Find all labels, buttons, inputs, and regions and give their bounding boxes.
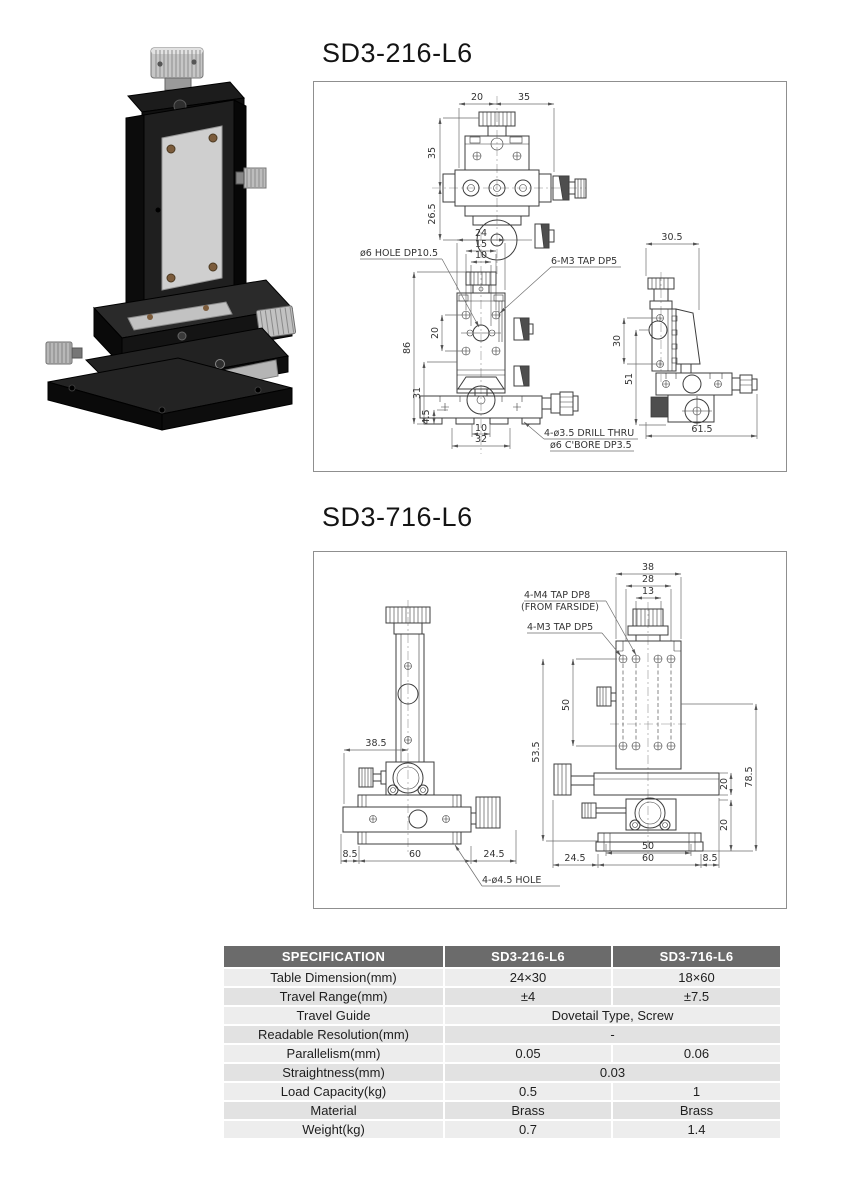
table-row	[224, 1007, 780, 1024]
callout-m4-note: (FROM FARSIDE)	[521, 602, 600, 613]
dim-label: 30.5	[661, 232, 683, 243]
table-row	[224, 1064, 780, 1081]
table-row	[224, 1083, 780, 1100]
drawing-box-sd3-716	[313, 551, 787, 909]
drawing-sd3-216	[314, 82, 784, 469]
dim-label: 10	[474, 423, 488, 434]
table-row	[224, 1121, 780, 1138]
front-view-716	[521, 562, 756, 868]
table-row	[224, 1102, 780, 1119]
dim-label: 20	[719, 818, 730, 832]
spec-row-label: Straightness(mm)	[224, 1064, 443, 1081]
spec-row-label: Travel Range(mm)	[224, 988, 443, 1005]
callout-tap: 6-M3 TAP DP5	[551, 256, 618, 267]
dim-label: 20	[470, 92, 484, 103]
spec-cell: Brass	[445, 1102, 611, 1119]
dim-label: 32	[474, 434, 488, 445]
dim-label: 35	[517, 92, 531, 103]
dim-label: 31	[412, 386, 423, 400]
callout-hole: 4-ø4.5 HOLE	[482, 875, 542, 886]
spec-cell: 18×60	[613, 969, 780, 986]
dim-label: 51	[624, 372, 635, 386]
callout-drill-2: ø6 C'BORE DP3.5	[550, 440, 632, 451]
dim-label: 8.5	[342, 849, 358, 860]
callout-hole: ø6 HOLE DP10.5	[360, 248, 439, 259]
top-view	[427, 92, 586, 274]
spec-cell: Brass	[613, 1102, 780, 1119]
dim-label: 50	[641, 841, 655, 852]
callout-m3: 4-M3 TAP DP5	[527, 622, 594, 633]
spec-cell: Dovetail Type, Screw	[445, 1007, 780, 1024]
dim-label: 24	[474, 228, 488, 239]
spec-row-label: Parallelism(mm)	[224, 1045, 443, 1062]
dim-label: 28	[641, 574, 655, 585]
spec-row-label: Table Dimension(mm)	[224, 969, 443, 986]
spec-row-label: Weight(kg)	[224, 1121, 443, 1138]
dim-label: 30	[612, 334, 623, 348]
product-title-sd3-716: SD3-716-L6	[322, 502, 473, 532]
table-row	[224, 1026, 780, 1043]
spec-cell: 1.4	[613, 1121, 780, 1138]
dim-label: 38.5	[365, 738, 387, 749]
front-view	[360, 228, 638, 454]
spec-row-label: Travel Guide	[224, 1007, 443, 1024]
left-side-view	[341, 600, 560, 886]
dim-label: 53.5	[531, 741, 542, 763]
spec-header-model-1: SD3-216-L6	[445, 946, 611, 967]
spec-cell: 24×30	[445, 969, 611, 986]
spec-header-row	[224, 946, 780, 967]
table-row	[224, 1045, 780, 1062]
spec-cell: 0.05	[445, 1045, 611, 1062]
dim-label: 60	[641, 853, 655, 864]
dim-label: 24.5	[564, 853, 586, 864]
spec-cell: ±7.5	[613, 988, 780, 1005]
dim-label: 10	[474, 250, 488, 261]
spec-row-label: Readable Resolution(mm)	[224, 1026, 443, 1043]
spec-cell: ±4	[445, 988, 611, 1005]
callout-m4: 4-M4 TAP DP8	[524, 590, 591, 601]
side-view	[612, 232, 757, 439]
dim-label: 8.5	[702, 853, 718, 864]
spec-table	[222, 944, 782, 1140]
spec-header-model-2: SD3-716-L6	[613, 946, 780, 967]
callout-drill-1: 4-ø3.5 DRILL THRU	[544, 428, 635, 439]
dim-label: 86	[402, 341, 413, 355]
dim-label: 50	[561, 698, 572, 712]
product-title-sd3-216: SD3-216-L6	[322, 38, 473, 68]
dim-label: 20	[430, 326, 441, 340]
dim-label: 20	[719, 777, 730, 791]
dim-label: 24.5	[483, 849, 505, 860]
spec-cell: -	[445, 1026, 780, 1043]
spec-row-label: Load Capacity(kg)	[224, 1083, 443, 1100]
spec-cell: 0.06	[613, 1045, 780, 1062]
drawing-box-sd3-216	[313, 81, 787, 472]
spec-header-specification: SPECIFICATION	[224, 946, 443, 967]
spec-cell: 0.7	[445, 1121, 611, 1138]
spec-cell: 0.5	[445, 1083, 611, 1100]
spec-cell: 0.03	[445, 1064, 780, 1081]
table-row	[224, 969, 780, 986]
dim-label: 78.5	[744, 766, 755, 788]
spec-row-label: Material	[224, 1102, 443, 1119]
dim-label: 38	[641, 562, 655, 573]
photo-top-knob	[151, 48, 203, 90]
spec-cell: 1	[613, 1083, 780, 1100]
dim-label: 61.5	[691, 424, 713, 435]
drawing-sd3-716	[314, 552, 784, 906]
dim-label: 35	[427, 146, 438, 160]
dim-label: 15	[474, 239, 488, 250]
table-row	[224, 988, 780, 1005]
dim-label: 26.5	[427, 203, 438, 225]
dim-label: 60	[408, 849, 422, 860]
dim-label: 4.5	[421, 409, 432, 425]
product-photo	[30, 20, 310, 435]
dim-label: 13	[641, 586, 655, 597]
